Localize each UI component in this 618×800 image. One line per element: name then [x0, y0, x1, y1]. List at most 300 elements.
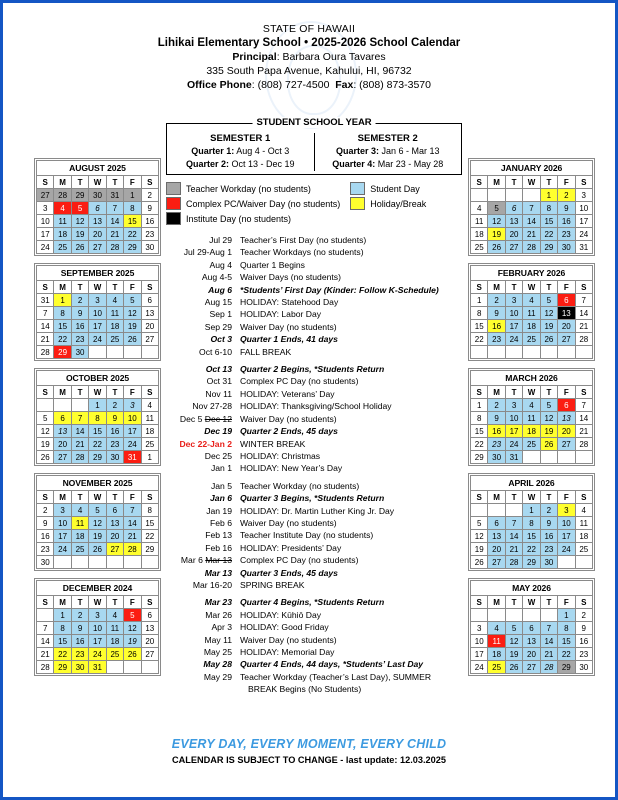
day-cell[interactable]: 28: [37, 661, 54, 674]
day-cell[interactable]: 11: [106, 622, 123, 635]
day-cell[interactable]: 17: [505, 320, 522, 333]
day-cell[interactable]: 24: [575, 228, 592, 241]
day-cell[interactable]: 10: [124, 412, 141, 425]
day-cell[interactable]: 19: [540, 425, 557, 438]
day-cell[interactable]: 29: [71, 189, 88, 202]
day-cell[interactable]: 27: [523, 661, 540, 674]
day-cell[interactable]: 2: [37, 504, 54, 517]
day-cell[interactable]: 31: [124, 451, 141, 464]
day-cell[interactable]: 3: [505, 294, 522, 307]
day-cell[interactable]: 30: [37, 556, 54, 569]
day-cell[interactable]: 28: [505, 556, 522, 569]
day-cell[interactable]: 29: [54, 346, 71, 359]
day-cell[interactable]: 22: [124, 228, 141, 241]
day-cell[interactable]: 11: [106, 307, 123, 320]
day-cell[interactable]: 28: [54, 189, 71, 202]
day-cell[interactable]: 1: [124, 189, 141, 202]
day-cell[interactable]: 5: [71, 202, 88, 215]
day-cell[interactable]: 25: [106, 333, 123, 346]
day-cell[interactable]: 24: [505, 333, 522, 346]
day-cell[interactable]: 27: [37, 189, 54, 202]
day-cell[interactable]: 28: [523, 241, 540, 254]
day-cell[interactable]: 12: [37, 425, 54, 438]
day-cell[interactable]: 20: [54, 438, 71, 451]
day-cell[interactable]: 5: [505, 622, 522, 635]
day-cell[interactable]: 6: [505, 202, 522, 215]
day-cell[interactable]: 8: [141, 504, 158, 517]
day-cell[interactable]: 9: [558, 202, 575, 215]
day-cell[interactable]: 9: [141, 202, 158, 215]
day-cell[interactable]: 21: [37, 333, 54, 346]
day-cell[interactable]: 19: [37, 438, 54, 451]
day-cell[interactable]: 7: [575, 399, 592, 412]
day-cell[interactable]: 27: [488, 556, 505, 569]
day-cell[interactable]: 3: [89, 609, 106, 622]
day-cell[interactable]: 4: [488, 622, 505, 635]
day-cell[interactable]: 27: [141, 648, 158, 661]
day-cell[interactable]: 24: [37, 241, 54, 254]
day-cell[interactable]: 19: [540, 320, 557, 333]
day-cell[interactable]: 15: [54, 320, 71, 333]
day-cell[interactable]: 1: [54, 294, 71, 307]
day-cell[interactable]: 6: [106, 504, 123, 517]
day-cell[interactable]: 19: [488, 228, 505, 241]
day-cell[interactable]: 9: [37, 517, 54, 530]
day-cell[interactable]: 6: [523, 622, 540, 635]
day-cell[interactable]: 13: [488, 530, 505, 543]
day-cell[interactable]: 25: [71, 543, 88, 556]
day-cell[interactable]: 7: [124, 504, 141, 517]
day-cell[interactable]: 31: [106, 189, 123, 202]
day-cell[interactable]: 6: [141, 609, 158, 622]
day-cell[interactable]: 15: [558, 635, 575, 648]
day-cell[interactable]: 25: [523, 333, 540, 346]
day-cell[interactable]: 29: [124, 241, 141, 254]
day-cell[interactable]: 28: [106, 241, 123, 254]
day-cell[interactable]: 11: [471, 215, 488, 228]
day-cell[interactable]: 7: [106, 202, 123, 215]
day-cell[interactable]: 5: [488, 202, 505, 215]
day-cell[interactable]: 21: [124, 530, 141, 543]
day-cell[interactable]: 3: [89, 294, 106, 307]
day-cell[interactable]: 2: [71, 609, 88, 622]
day-cell[interactable]: 26: [124, 333, 141, 346]
day-cell[interactable]: 19: [89, 530, 106, 543]
day-cell[interactable]: 31: [505, 451, 522, 464]
day-cell[interactable]: 4: [106, 609, 123, 622]
day-cell[interactable]: 23: [71, 333, 88, 346]
day-cell[interactable]: 4: [523, 399, 540, 412]
day-cell[interactable]: 20: [488, 543, 505, 556]
day-cell[interactable]: 8: [124, 202, 141, 215]
day-cell[interactable]: 2: [488, 294, 505, 307]
day-cell[interactable]: 27: [558, 438, 575, 451]
day-cell[interactable]: 18: [106, 320, 123, 333]
day-cell[interactable]: 14: [575, 412, 592, 425]
day-cell[interactable]: 23: [141, 228, 158, 241]
day-cell[interactable]: 13: [54, 425, 71, 438]
day-cell[interactable]: 16: [71, 320, 88, 333]
day-cell[interactable]: 18: [488, 648, 505, 661]
day-cell[interactable]: 25: [141, 438, 158, 451]
day-cell[interactable]: 18: [106, 635, 123, 648]
day-cell[interactable]: 15: [89, 425, 106, 438]
day-cell[interactable]: 1: [141, 451, 158, 464]
day-cell[interactable]: 15: [523, 530, 540, 543]
day-cell[interactable]: 16: [141, 215, 158, 228]
day-cell[interactable]: 9: [106, 412, 123, 425]
day-cell[interactable]: 7: [523, 202, 540, 215]
day-cell[interactable]: 10: [505, 307, 522, 320]
day-cell[interactable]: 25: [575, 543, 592, 556]
day-cell[interactable]: 7: [575, 294, 592, 307]
day-cell[interactable]: 14: [37, 635, 54, 648]
day-cell[interactable]: 2: [141, 189, 158, 202]
day-cell[interactable]: 10: [37, 215, 54, 228]
day-cell[interactable]: 16: [106, 425, 123, 438]
day-cell[interactable]: 3: [505, 399, 522, 412]
day-cell[interactable]: 8: [54, 622, 71, 635]
day-cell[interactable]: 24: [558, 543, 575, 556]
day-cell[interactable]: 31: [37, 294, 54, 307]
day-cell[interactable]: 21: [575, 425, 592, 438]
day-cell[interactable]: 2: [558, 189, 575, 202]
day-cell[interactable]: 9: [71, 622, 88, 635]
day-cell[interactable]: 14: [540, 635, 557, 648]
day-cell[interactable]: 12: [89, 517, 106, 530]
day-cell[interactable]: 12: [505, 635, 522, 648]
day-cell[interactable]: 15: [540, 215, 557, 228]
day-cell[interactable]: 4: [141, 399, 158, 412]
day-cell[interactable]: 11: [71, 517, 88, 530]
day-cell[interactable]: 20: [141, 635, 158, 648]
day-cell[interactable]: 5: [37, 412, 54, 425]
day-cell[interactable]: 23: [558, 228, 575, 241]
day-cell[interactable]: 20: [558, 320, 575, 333]
day-cell[interactable]: 22: [523, 543, 540, 556]
day-cell[interactable]: 7: [540, 622, 557, 635]
day-cell[interactable]: 4: [71, 504, 88, 517]
day-cell[interactable]: 12: [540, 307, 557, 320]
day-cell[interactable]: 29: [540, 241, 557, 254]
day-cell[interactable]: 18: [471, 228, 488, 241]
day-cell[interactable]: 26: [540, 438, 557, 451]
day-cell[interactable]: 2: [575, 609, 592, 622]
day-cell[interactable]: 15: [124, 215, 141, 228]
day-cell[interactable]: 28: [71, 451, 88, 464]
day-cell[interactable]: 4: [523, 294, 540, 307]
day-cell[interactable]: 6: [54, 412, 71, 425]
day-cell[interactable]: 2: [106, 399, 123, 412]
day-cell[interactable]: 23: [575, 648, 592, 661]
day-cell[interactable]: 19: [124, 320, 141, 333]
day-cell[interactable]: 5: [124, 609, 141, 622]
day-cell[interactable]: 16: [37, 530, 54, 543]
day-cell[interactable]: 17: [89, 635, 106, 648]
day-cell[interactable]: 29: [471, 451, 488, 464]
day-cell[interactable]: 26: [71, 241, 88, 254]
day-cell[interactable]: 11: [488, 635, 505, 648]
day-cell[interactable]: 9: [540, 517, 557, 530]
day-cell[interactable]: 21: [106, 228, 123, 241]
day-cell[interactable]: 7: [505, 517, 522, 530]
day-cell[interactable]: 1: [523, 504, 540, 517]
day-cell[interactable]: 5: [89, 504, 106, 517]
day-cell[interactable]: 22: [54, 333, 71, 346]
day-cell[interactable]: 11: [523, 412, 540, 425]
day-cell[interactable]: 3: [124, 399, 141, 412]
day-cell[interactable]: 5: [540, 399, 557, 412]
day-cell[interactable]: 27: [141, 333, 158, 346]
day-cell[interactable]: 20: [505, 228, 522, 241]
day-cell[interactable]: 29: [54, 661, 71, 674]
day-cell[interactable]: 4: [575, 504, 592, 517]
day-cell[interactable]: 8: [54, 307, 71, 320]
day-cell[interactable]: 8: [558, 622, 575, 635]
day-cell[interactable]: 22: [89, 438, 106, 451]
day-cell[interactable]: 28: [540, 661, 557, 674]
day-cell[interactable]: 1: [54, 609, 71, 622]
day-cell[interactable]: 29: [523, 556, 540, 569]
day-cell[interactable]: 13: [89, 215, 106, 228]
day-cell[interactable]: 9: [71, 307, 88, 320]
day-cell[interactable]: 1: [558, 609, 575, 622]
day-cell[interactable]: 24: [89, 333, 106, 346]
day-cell[interactable]: 6: [141, 294, 158, 307]
day-cell[interactable]: 19: [124, 635, 141, 648]
day-cell[interactable]: 30: [141, 241, 158, 254]
day-cell[interactable]: 9: [488, 412, 505, 425]
day-cell[interactable]: 28: [575, 333, 592, 346]
day-cell[interactable]: 23: [488, 333, 505, 346]
day-cell[interactable]: 25: [54, 241, 71, 254]
day-cell[interactable]: 19: [71, 228, 88, 241]
day-cell[interactable]: 2: [71, 294, 88, 307]
day-cell[interactable]: 8: [523, 517, 540, 530]
day-cell[interactable]: 23: [106, 438, 123, 451]
day-cell[interactable]: 21: [505, 543, 522, 556]
day-cell[interactable]: 10: [89, 307, 106, 320]
day-cell[interactable]: 30: [575, 661, 592, 674]
day-cell[interactable]: 17: [558, 530, 575, 543]
day-cell[interactable]: 24: [89, 648, 106, 661]
day-cell[interactable]: 17: [124, 425, 141, 438]
day-cell[interactable]: 14: [575, 307, 592, 320]
day-cell[interactable]: 17: [505, 425, 522, 438]
day-cell[interactable]: 28: [575, 438, 592, 451]
day-cell[interactable]: 8: [471, 412, 488, 425]
day-cell[interactable]: 13: [523, 635, 540, 648]
day-cell[interactable]: 28: [37, 346, 54, 359]
day-cell[interactable]: 16: [558, 215, 575, 228]
day-cell[interactable]: 14: [71, 425, 88, 438]
day-cell[interactable]: 26: [124, 648, 141, 661]
day-cell[interactable]: 10: [558, 517, 575, 530]
day-cell[interactable]: 30: [89, 189, 106, 202]
day-cell[interactable]: 31: [89, 661, 106, 674]
day-cell[interactable]: 24: [124, 438, 141, 451]
day-cell[interactable]: 30: [106, 451, 123, 464]
day-cell[interactable]: 25: [523, 438, 540, 451]
day-cell[interactable]: 13: [141, 307, 158, 320]
day-cell[interactable]: 6: [488, 517, 505, 530]
day-cell[interactable]: 12: [124, 307, 141, 320]
day-cell[interactable]: 4: [471, 202, 488, 215]
day-cell[interactable]: 3: [575, 189, 592, 202]
day-cell[interactable]: 16: [488, 320, 505, 333]
day-cell[interactable]: 1: [89, 399, 106, 412]
day-cell[interactable]: 5: [540, 294, 557, 307]
day-cell[interactable]: 17: [89, 320, 106, 333]
day-cell[interactable]: 20: [141, 320, 158, 333]
day-cell[interactable]: 23: [71, 648, 88, 661]
day-cell[interactable]: 27: [54, 451, 71, 464]
day-cell[interactable]: 2: [540, 504, 557, 517]
day-cell[interactable]: 10: [505, 412, 522, 425]
day-cell[interactable]: 5: [471, 517, 488, 530]
day-cell[interactable]: 18: [523, 320, 540, 333]
day-cell[interactable]: 23: [37, 543, 54, 556]
day-cell[interactable]: 5: [124, 294, 141, 307]
day-cell[interactable]: 15: [54, 635, 71, 648]
day-cell[interactable]: 30: [71, 346, 88, 359]
day-cell[interactable]: 14: [505, 530, 522, 543]
day-cell[interactable]: 29: [141, 543, 158, 556]
day-cell[interactable]: 3: [54, 504, 71, 517]
day-cell[interactable]: 26: [488, 241, 505, 254]
day-cell[interactable]: 8: [540, 202, 557, 215]
day-cell[interactable]: 8: [89, 412, 106, 425]
day-cell[interactable]: 18: [575, 530, 592, 543]
day-cell[interactable]: 29: [558, 661, 575, 674]
day-cell[interactable]: 14: [37, 320, 54, 333]
day-cell[interactable]: 3: [558, 504, 575, 517]
day-cell[interactable]: 22: [141, 530, 158, 543]
day-cell[interactable]: 1: [471, 294, 488, 307]
day-cell[interactable]: 10: [89, 622, 106, 635]
day-cell[interactable]: 27: [558, 333, 575, 346]
day-cell[interactable]: 14: [523, 215, 540, 228]
day-cell[interactable]: 12: [488, 215, 505, 228]
day-cell[interactable]: 20: [558, 425, 575, 438]
day-cell[interactable]: 6: [558, 294, 575, 307]
day-cell[interactable]: 7: [37, 622, 54, 635]
day-cell[interactable]: 7: [37, 307, 54, 320]
day-cell[interactable]: 18: [54, 228, 71, 241]
day-cell[interactable]: 13: [106, 517, 123, 530]
day-cell[interactable]: 12: [471, 530, 488, 543]
day-cell[interactable]: 25: [106, 648, 123, 661]
day-cell[interactable]: 18: [71, 530, 88, 543]
day-cell[interactable]: 22: [540, 228, 557, 241]
day-cell[interactable]: 27: [89, 241, 106, 254]
day-cell[interactable]: 11: [575, 517, 592, 530]
day-cell[interactable]: 17: [471, 648, 488, 661]
day-cell[interactable]: 26: [540, 333, 557, 346]
day-cell[interactable]: 26: [89, 543, 106, 556]
day-cell[interactable]: 12: [124, 622, 141, 635]
day-cell[interactable]: 1: [540, 189, 557, 202]
day-cell[interactable]: 13: [141, 622, 158, 635]
day-cell[interactable]: 15: [471, 320, 488, 333]
day-cell[interactable]: 20: [89, 228, 106, 241]
day-cell[interactable]: 22: [471, 438, 488, 451]
day-cell[interactable]: 22: [54, 648, 71, 661]
day-cell[interactable]: 21: [71, 438, 88, 451]
day-cell[interactable]: 21: [540, 648, 557, 661]
day-cell[interactable]: 2: [488, 399, 505, 412]
day-cell[interactable]: 8: [471, 307, 488, 320]
day-cell[interactable]: 24: [54, 543, 71, 556]
day-cell[interactable]: 17: [575, 215, 592, 228]
day-cell[interactable]: 29: [89, 451, 106, 464]
day-cell[interactable]: 6: [558, 399, 575, 412]
day-cell[interactable]: 26: [505, 661, 522, 674]
day-cell[interactable]: 15: [471, 425, 488, 438]
day-cell[interactable]: 4: [106, 294, 123, 307]
day-cell[interactable]: 25: [488, 661, 505, 674]
day-cell[interactable]: 1: [471, 399, 488, 412]
day-cell[interactable]: 14: [124, 517, 141, 530]
day-cell[interactable]: 10: [471, 635, 488, 648]
day-cell[interactable]: 25: [471, 241, 488, 254]
day-cell[interactable]: 12: [71, 215, 88, 228]
day-cell[interactable]: 13: [505, 215, 522, 228]
day-cell[interactable]: 13: [558, 412, 575, 425]
day-cell[interactable]: 18: [141, 425, 158, 438]
day-cell[interactable]: 20: [106, 530, 123, 543]
day-cell[interactable]: 16: [488, 425, 505, 438]
day-cell[interactable]: 6: [89, 202, 106, 215]
day-cell[interactable]: 24: [471, 661, 488, 674]
day-cell[interactable]: 17: [37, 228, 54, 241]
day-cell[interactable]: 27: [505, 241, 522, 254]
day-cell[interactable]: 24: [505, 438, 522, 451]
day-cell[interactable]: 16: [71, 635, 88, 648]
day-cell[interactable]: 28: [124, 543, 141, 556]
day-cell[interactable]: 10: [575, 202, 592, 215]
day-cell[interactable]: 12: [540, 412, 557, 425]
day-cell[interactable]: 16: [575, 635, 592, 648]
day-cell[interactable]: 17: [54, 530, 71, 543]
day-cell[interactable]: 30: [488, 451, 505, 464]
day-cell[interactable]: 4: [54, 202, 71, 215]
day-cell[interactable]: 21: [37, 648, 54, 661]
day-cell[interactable]: 22: [558, 648, 575, 661]
day-cell[interactable]: 9: [575, 622, 592, 635]
day-cell[interactable]: 14: [106, 215, 123, 228]
day-cell[interactable]: 30: [71, 661, 88, 674]
day-cell[interactable]: 15: [141, 517, 158, 530]
day-cell[interactable]: 11: [141, 412, 158, 425]
day-cell[interactable]: 3: [471, 622, 488, 635]
day-cell[interactable]: 19: [505, 648, 522, 661]
day-cell[interactable]: 7: [71, 412, 88, 425]
day-cell[interactable]: 30: [540, 556, 557, 569]
day-cell[interactable]: 16: [540, 530, 557, 543]
day-cell[interactable]: 11: [54, 215, 71, 228]
day-cell[interactable]: 21: [575, 320, 592, 333]
day-cell[interactable]: 10: [54, 517, 71, 530]
day-cell[interactable]: 20: [523, 648, 540, 661]
day-cell[interactable]: 23: [488, 438, 505, 451]
day-cell[interactable]: 30: [558, 241, 575, 254]
day-cell[interactable]: 11: [523, 307, 540, 320]
day-cell[interactable]: 26: [471, 556, 488, 569]
day-cell[interactable]: 21: [523, 228, 540, 241]
day-cell[interactable]: 13: [558, 307, 575, 320]
day-cell[interactable]: 19: [471, 543, 488, 556]
